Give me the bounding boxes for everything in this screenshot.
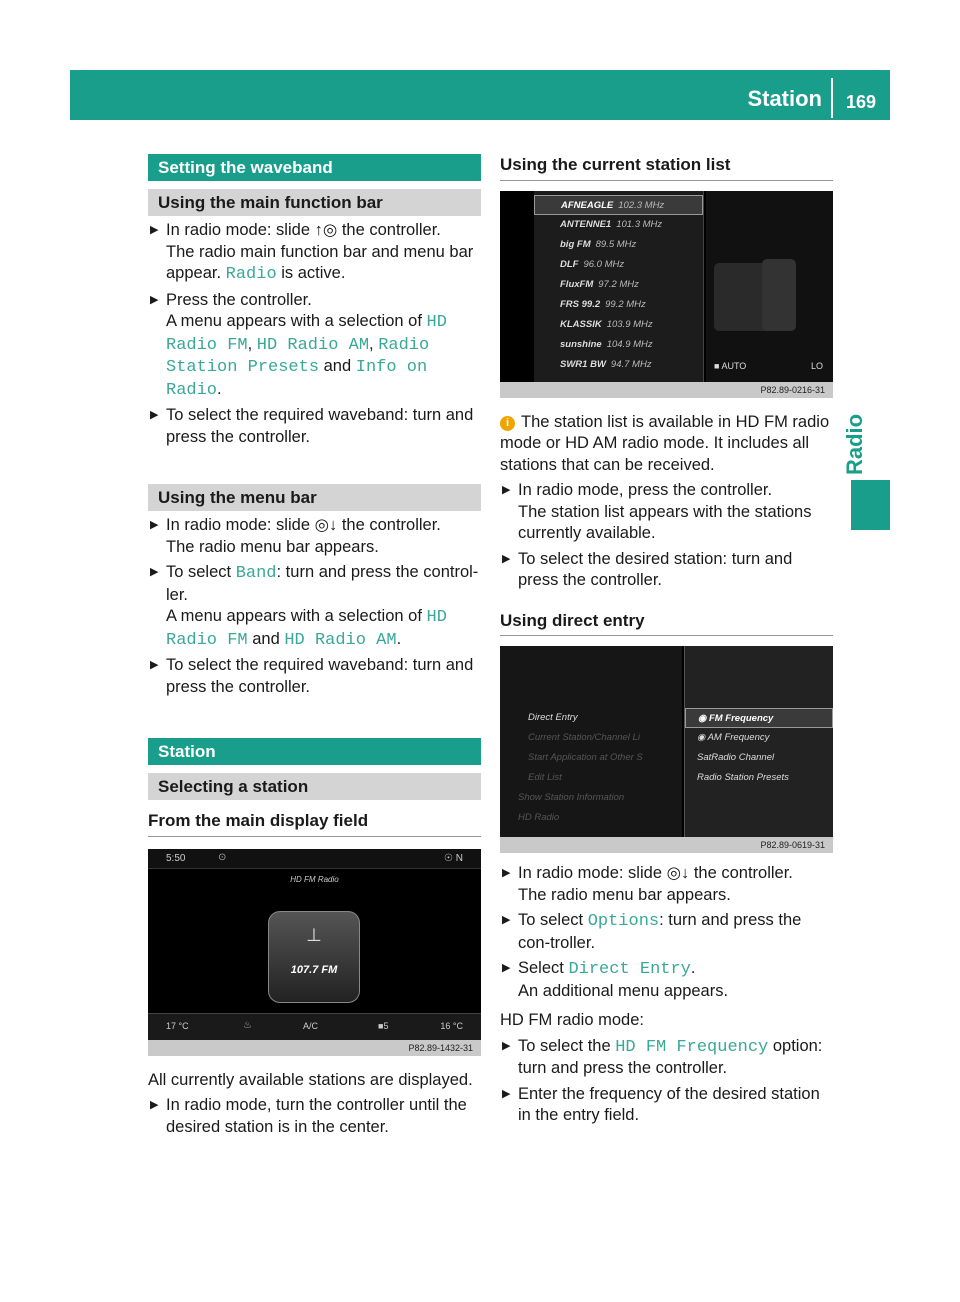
- temperature-left: 17 °C: [166, 1020, 189, 1031]
- list-item: ▶ In radio mode: slide ◎↓ the controller. The radio menu bar appears.: [148, 515, 481, 558]
- station-name: ANTENNE1: [560, 218, 612, 230]
- list-item: ▶ In radio mode, turn the controller until the desired station is in the center.: [148, 1095, 481, 1138]
- band-label: HD FM Radio: [290, 874, 339, 884]
- station-freq: 104.9 MHz: [606, 338, 653, 350]
- menu-item[interactable]: Show Station Information: [518, 792, 625, 803]
- list-item: ▶ In radio mode, press the controller. The station list appears with the stations currently available.: [500, 480, 833, 545]
- list-item: ▶ To select the HD FM Frequency option: turn and press the controller.: [500, 1036, 833, 1080]
- heading-selecting-station: Selecting a station: [148, 773, 481, 800]
- direct-entry-steps: [500, 863, 833, 1002]
- menu-item[interactable]: Start Application at Other S: [528, 752, 643, 763]
- station-freq: 99.2 MHz: [605, 298, 646, 310]
- menu-item-label: Radio Station Presets: [697, 772, 789, 783]
- station-name: FluxFM: [560, 278, 594, 290]
- station-list-item[interactable]: [534, 255, 703, 275]
- seat-heat-icon: ♨: [243, 1019, 252, 1031]
- code-radio-station-presets: Radio Station Presets: [166, 335, 430, 377]
- station-name: SWR1 BW: [560, 358, 606, 370]
- menu-item[interactable]: Edit List: [528, 772, 562, 783]
- side-tab: [844, 410, 874, 475]
- antenna-icon: ⊥: [306, 924, 322, 945]
- current-list-steps: [500, 480, 833, 592]
- radio-wave-icon: ◉: [697, 732, 708, 743]
- main-bar-steps: [148, 220, 481, 448]
- station-list-item[interactable]: [534, 195, 703, 215]
- menu-item-label: FM Frequency: [708, 713, 774, 724]
- image-reference: P82.89-0619-31: [500, 837, 833, 853]
- code-band: Band: [235, 564, 277, 583]
- list-item: ▶ Select Direct Entry. An additional menu appears.: [500, 958, 833, 1002]
- list-item: ▶ To select Options: turn and press the con-troller.: [500, 910, 833, 954]
- station-list-item[interactable]: [534, 335, 703, 355]
- menu-item[interactable]: [685, 708, 833, 728]
- list-item: ▶ To select the required waveband: turn and press the controller.: [148, 655, 481, 698]
- menu-item[interactable]: [685, 768, 833, 788]
- image-reference: P82.89-0216-31: [500, 382, 833, 398]
- heading-station: Station: [148, 738, 481, 765]
- station-freq: 94.7 MHz: [610, 358, 652, 370]
- header-divider: [831, 78, 833, 118]
- heading-from-main-display: From the main display field: [148, 810, 481, 837]
- code-info-on-radio: Info on Radio: [166, 358, 428, 400]
- menu-item-label: SatRadio Channel: [697, 752, 775, 763]
- target-icon: ⊙: [218, 851, 227, 863]
- menu-bar-steps: [148, 515, 481, 698]
- station-frequency: 107.7 FM: [290, 963, 338, 976]
- station-freq: 97.2 MHz: [598, 278, 639, 290]
- menu-item[interactable]: [685, 748, 833, 768]
- menu-item[interactable]: Current Station/Channel Li: [528, 732, 640, 743]
- station-name: AFNEAGLE: [561, 199, 614, 211]
- station-tile: [268, 911, 360, 1003]
- station-name: KLASSIK: [560, 318, 602, 330]
- station-list-item[interactable]: [534, 275, 703, 295]
- list-item: ▶ To select Band: turn and press the control-ler. A menu appears with a selection of HD Radio FM and HD Radio AM.: [148, 562, 481, 651]
- code-hd-radio-am: HD Radio AM: [284, 630, 397, 650]
- right-menu-panel: [684, 646, 833, 837]
- ac-indicator: A/C: [303, 1020, 319, 1031]
- right-column: [500, 154, 833, 1127]
- code-options: Options: [587, 912, 660, 931]
- hd-fm-mode-label: HD FM radio mode:: [500, 1011, 644, 1029]
- station-list-item[interactable]: [534, 355, 703, 375]
- clock-time: 5:50: [166, 852, 186, 864]
- heading-menu-bar: Using the menu bar: [148, 484, 481, 511]
- station-freq: 89.5 MHz: [595, 238, 637, 250]
- code-hd-radio-fm: HD Radio FM: [166, 313, 447, 355]
- section-title: Station: [747, 86, 822, 111]
- list-item: ▶ To select the desired station: turn and press the controller.: [500, 549, 833, 592]
- list-item: ▶ Press the controller. A menu appears with a selection of HD Radio FM, HD Radio AM, Radio Station Presets and Info on Radio.: [148, 290, 481, 402]
- menu-item[interactable]: Direct Entry: [528, 712, 578, 723]
- screenshot-direct-entry: [500, 646, 833, 853]
- auto-indicator: ■ AUTO: [714, 360, 747, 371]
- left-column: [148, 154, 481, 1138]
- station-list-item[interactable]: [534, 315, 703, 335]
- code-hd-radio-am: HD Radio AM: [256, 335, 370, 355]
- heading-main-function-bar: Using the main function bar: [148, 189, 481, 216]
- station-name: sunshine: [560, 338, 602, 350]
- code-hd-fm-frequency: HD FM Frequency: [615, 1037, 769, 1057]
- station-list-item[interactable]: [534, 235, 703, 255]
- radio-wave-icon: ◉: [698, 713, 709, 724]
- side-tab-label: Radio: [842, 413, 867, 475]
- station-freq: 103.9 MHz: [606, 318, 653, 330]
- station-steps: [148, 1095, 481, 1138]
- info-icon: i: [500, 416, 515, 431]
- screenshot-station-list: [500, 191, 833, 398]
- image-reference: P82.89-1432-31: [148, 1040, 481, 1056]
- code-direct-entry: Direct Entry: [568, 960, 691, 979]
- list-item: ▶ Enter the frequency of the desired station in the entry field.: [500, 1084, 833, 1127]
- station-freq: 96.0 MHz: [583, 258, 625, 270]
- side-tab-block: [851, 480, 890, 530]
- lo-indicator: LO: [810, 360, 823, 371]
- menu-item-label: AM Frequency: [707, 732, 770, 743]
- code-hd-radio-fm: HD Radio FM: [166, 608, 447, 650]
- heading-waveband: Setting the waveband: [148, 154, 481, 181]
- heading-direct-entry: Using direct entry: [500, 610, 833, 637]
- station-name: FRS 99.2: [560, 298, 601, 310]
- left-menu-panel: [500, 646, 682, 837]
- station-name: big FM: [560, 238, 591, 250]
- screenshot-main-display: [148, 849, 481, 1056]
- menu-item[interactable]: HD Radio: [518, 812, 560, 823]
- fan-level: ■5: [378, 1020, 389, 1031]
- page-number: 169: [845, 92, 876, 112]
- menu-item[interactable]: [685, 728, 833, 748]
- list-item: ▶ In radio mode: slide ◎↓ the controller. The radio menu bar appears.: [500, 863, 833, 906]
- stations-displayed-text: All currently available stations are displayed.: [148, 1070, 473, 1089]
- station-list-panel: [534, 191, 704, 382]
- list-item: ▶ To select the required waveband: turn and press the controller.: [148, 405, 481, 448]
- compass-indicator: ☉ N: [444, 852, 463, 864]
- hd-fm-steps: [500, 1036, 833, 1127]
- station-list-item[interactable]: [534, 215, 703, 235]
- heading-current-station-list: Using the current station list: [500, 154, 833, 181]
- code-radio: Radio: [225, 265, 277, 284]
- station-freq: 102.3 MHz: [618, 199, 665, 211]
- list-item: ▶ In radio mode: slide ↑◎ the controller. The radio main function bar and menu bar appear. Radio is active.: [148, 220, 481, 286]
- page-header: [70, 70, 890, 120]
- info-note: i The station list is available in HD FM radio mode or HD AM radio mode. It includes all stations that can be received.: [500, 412, 830, 474]
- station-freq: 101.3 MHz: [616, 218, 663, 230]
- station-list-item[interactable]: [534, 295, 703, 315]
- station-name: DLF: [560, 258, 579, 270]
- temperature-right: 16 °C: [440, 1020, 463, 1031]
